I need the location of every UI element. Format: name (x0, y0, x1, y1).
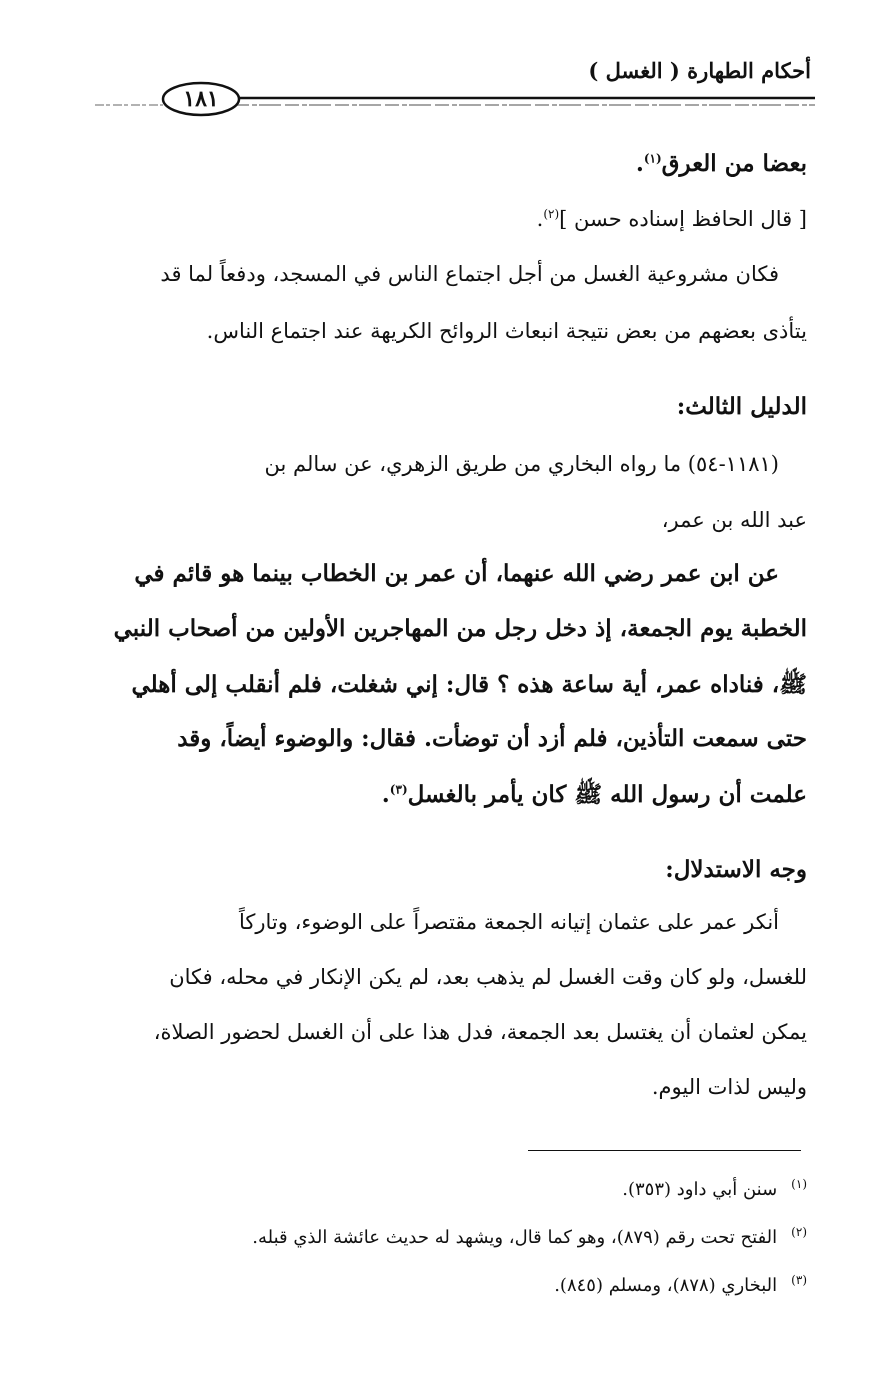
text-line: (١١٨١-٥٤) ما رواه البخاري من طريق الزهري، عن سالم بن (264, 452, 779, 476)
text-line (95, 207, 807, 231)
footnote (554, 1273, 807, 1296)
text-line: أنكر عمر على عثمان إتيانه الجمعة مقتصراً على الوضوء، وتاركاً (238, 910, 779, 934)
footnote-mark: (١) (791, 1177, 807, 1191)
text-line: يمكن لعثمان أن يغتسل بعد الجمعة، فدل هذا على أن الغسل لحضور الصلاة، (153, 1020, 807, 1044)
footnote-mark: (٢) (791, 1225, 807, 1239)
footnote-mark: (٣) (791, 1273, 807, 1287)
text-line (95, 150, 807, 177)
text-line-main: علمت أن رسول الله ﷺ كان يأمر بالغسل (407, 781, 807, 808)
text-line: فكان مشروعية الغسل من أجل اجتماع الناس في المسجد، ودفعاً لما قد (160, 262, 779, 286)
text-line: وليس لذات اليوم. (651, 1075, 807, 1099)
footnote (252, 1225, 807, 1248)
text-line: يتأذى بعضهم من بعض نتيجة انبعاث الروائح الكريهة عند اجتماع الناس. (206, 319, 807, 343)
text-line: للغسل، ولو كان وقت الغسل لم يذهب بعد، لم يكن الإنكار في محله، فكان (169, 965, 807, 989)
text-line-end: . (635, 150, 644, 177)
text-line-end: . (381, 781, 390, 808)
footnote-text: سنن أبي داود (٣٥٣). (622, 1179, 778, 1200)
page-number: ١٨١ (183, 86, 219, 112)
text-line-end: . (536, 207, 544, 231)
footnote-separator (528, 1150, 801, 1151)
section-heading: الدليل الثالث: (676, 393, 807, 420)
hadith-line (95, 780, 807, 814)
footnote (622, 1177, 807, 1200)
section-heading: وجه الاستدلال: (665, 856, 807, 883)
hadith-line: الخطبة يوم الجمعة، إذ دخل رجل من المهاجرين الأولين من أصحاب النبي (113, 615, 807, 642)
footnote-text: الفتح تحت رقم (٨٧٩)، وهو كما قال، ويشهد له حديث عائشة الذي قبله. (252, 1227, 778, 1248)
hadith-line: حتى سمعت التأذين، فلم أزد أن توضأت. فقال: والوضوء أيضاً، وقد (177, 725, 807, 752)
text-line-main: بعضا من العرق (661, 150, 807, 177)
hadith-line: عن ابن عمر رضي الله عنهما، أن عمر بن الخطاب بينما هو قائم في (134, 560, 779, 587)
text-line-main: [ قال الحافظ إسناده حسن ] (559, 207, 807, 231)
footnote-ref: (١) (643, 151, 662, 166)
running-header-title: أحكام الطهارة ( الغسل ) (588, 58, 811, 83)
text-line: عبد الله بن عمر، (661, 508, 807, 532)
hadith-line: ﷺ، فناداه عمر، أية ساعة هذه ؟ قال: إني شغلت، فلم أنقلب إلى أهلي (131, 671, 807, 698)
footnote-ref: (٣) (389, 782, 408, 797)
footnote-ref: (٢) (543, 207, 560, 221)
footnote-text: البخاري (٨٧٨)، ومسلم (٨٤٥). (554, 1275, 778, 1296)
